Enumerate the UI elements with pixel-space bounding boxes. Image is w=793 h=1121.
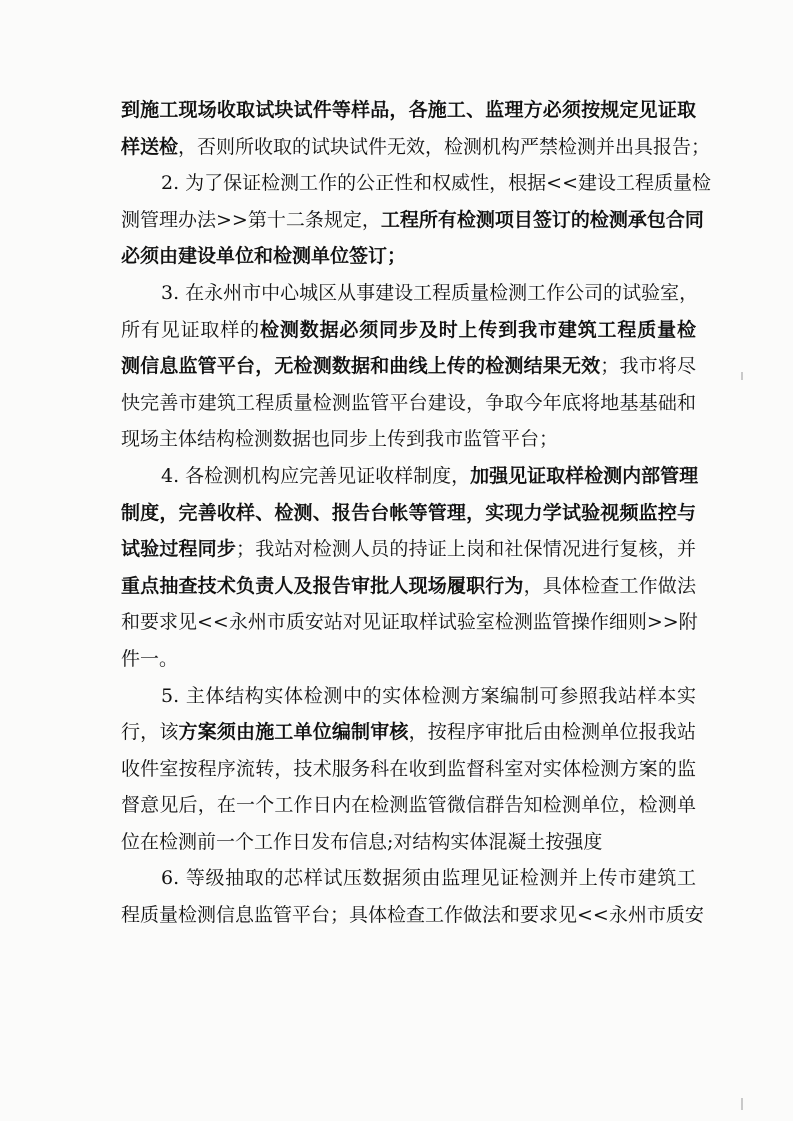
text-line: [121, 275, 699, 312]
text-line: [121, 531, 696, 568]
body-text: 3. 在永州市中心城区从事建设工程质量检测工作公司的试验室，: [161, 281, 699, 304]
body-text: 收件室按程序流转，技术服务科在收到监督科室对实体检测方案的监: [121, 757, 696, 780]
scan-artifact: [741, 1098, 743, 1110]
scan-artifact: [741, 372, 743, 380]
body-text: 测管理办法>>第十二条规定，: [121, 208, 381, 231]
text-line: [121, 860, 696, 897]
bold-text: 加强见证取样检测内部管理: [470, 464, 699, 487]
body-text: 现场主体结构检测数据也同步上传到我市监管平台；: [121, 428, 559, 451]
bold-text: 必须由建设单位和检测单位签订；: [121, 245, 407, 268]
bold-text: 检测数据必须同步及时上传到我市建筑工程质量检: [260, 318, 696, 341]
text-line: [121, 824, 696, 861]
text-line: [121, 165, 712, 202]
text-line: [121, 751, 696, 788]
body-text: 4. 各检测机构应完善见证收样制度，: [161, 464, 471, 487]
text-line: [121, 238, 696, 275]
bold-text: 工程所有检测项目签订的检测承包合同: [380, 208, 704, 231]
body-text: 件一。: [121, 647, 179, 670]
body-text: 位在检测前一个工作日发布信息;对结构实体混凝土按强度: [121, 830, 603, 853]
text-line: [121, 604, 696, 641]
text-line: [121, 92, 696, 129]
bold-text: 方案须由施工单位编制审核: [178, 721, 409, 744]
text-line: [121, 641, 696, 678]
text-line: [121, 495, 696, 532]
text-line: [121, 568, 696, 605]
text-line: [121, 458, 699, 495]
body-text: ，否则所收取的试块试件无效，检测机构严禁检测并出具报告；: [178, 135, 711, 158]
body-text: 和要求见<<永州市质安站对见证取样试验室检测监管操作细则>>附: [121, 611, 698, 634]
body-text: ，具体检查工作做法: [523, 574, 696, 597]
text-line: [121, 421, 696, 458]
text-line: [121, 202, 704, 239]
body-text: 程质量检测信息监管平台；具体检查工作做法和要求见<<永州市质安: [121, 904, 704, 927]
bold-text: 重点抽查技术负责人及报告审批人现场履职行为: [121, 574, 524, 597]
bold-text: 测信息监管平台，无检测数据和曲线上传的检测结果无效: [121, 355, 601, 378]
text-line: [121, 714, 696, 751]
text-line: [121, 385, 696, 422]
document-body: [121, 92, 712, 934]
body-text: 快完善市建筑工程质量检测监管平台建设，争取今年底将地基基础和: [121, 391, 696, 414]
text-line: [121, 312, 696, 349]
body-text: 行，该: [121, 721, 179, 744]
body-text: 督意见后，在一个工作日内在检测监管微信群告知检测单位，检测单: [121, 794, 696, 817]
body-text: 5. 主体结构实体检测中的实体检测方案编制可参照我站样本实: [161, 684, 696, 707]
bold-text: 样送检: [121, 135, 179, 158]
text-line: [121, 348, 696, 385]
body-text: ，按程序审批后由检测单位报我站: [408, 721, 696, 744]
bold-text: 到施工现场收取试块试件等样品，各施工、监理方必须按规定见证取: [121, 99, 696, 121]
body-text: 所有见证取样的: [121, 318, 260, 341]
bold-text: 试验过程同步: [121, 538, 237, 561]
body-text: ；我市将尽: [600, 355, 696, 378]
bold-text: 制度，完善收样、检测、报告台帐等管理，实现力学试验视频监控与: [121, 501, 696, 524]
body-text: ；我站对检测人员的持证上岗和社保情况进行复核，并: [236, 538, 696, 561]
text-line: [121, 129, 711, 166]
body-text: 6. 等级抽取的芯样试压数据须由监理见证检测并上传市建筑工: [161, 867, 696, 890]
body-text: 2. 为了保证检测工作的公正性和权威性，根据<<建设工程质量检: [161, 172, 712, 195]
text-line: [121, 897, 704, 934]
text-line: [121, 787, 696, 824]
text-line: [121, 678, 696, 715]
